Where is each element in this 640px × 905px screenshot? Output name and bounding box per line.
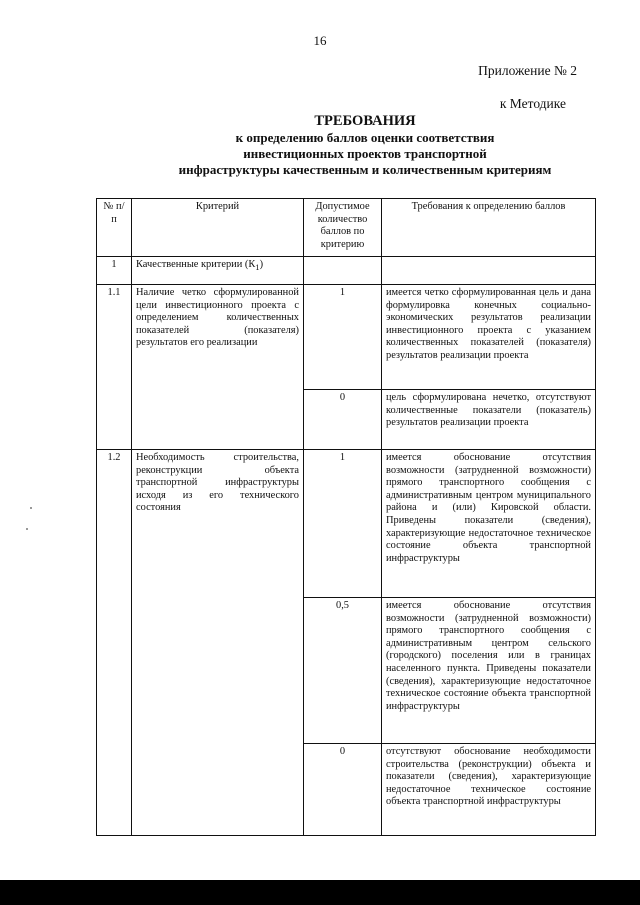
row-criterion: Необходимость строительства, реконструкции объекта транспортной инфраструктуры исходя из его технического состояния — [132, 450, 304, 836]
option-points: 1 — [304, 285, 382, 390]
option-points: 0 — [304, 744, 382, 836]
scan-edge-bar — [0, 880, 640, 905]
row-criterion: Наличие четко сформулированной цели инвестиционного проекта с определением количественных показателей (показателя) результатов его реализации — [132, 285, 304, 450]
section-title-close: ) — [259, 259, 264, 270]
page-number: 16 — [313, 33, 327, 48]
methodology-reference: к Методике — [499, 96, 566, 111]
row-num: 1.2 — [97, 450, 132, 836]
header-requirements: Требования к определению баллов — [382, 199, 596, 257]
table-row — [97, 285, 596, 390]
title-line-2: инвестиционных проектов транспортной — [243, 146, 487, 161]
section-row — [97, 257, 596, 285]
option-text: отсутствуют обоснование необходимости строительства (реконструкции) объекта и показатели (сведения), характеризующие недостаточное техническое состояние объекта транспортной инфраструктуры — [382, 744, 596, 836]
header-num: № п/п — [97, 199, 132, 257]
option-text: имеется обоснование отсутствия возможности (затрудненной возможности) прямого транспортного сообщения с административным центром муниципального района и (или) Кировской области. Приведены показатели (сведения), характеризующие недостаточное техническое состояние объекта транспортной инфраструктуры — [382, 450, 596, 598]
section-title — [132, 257, 304, 285]
header-points: Допустимое количество баллов по критерию — [304, 199, 382, 257]
section-title-text: Качественные критерии (К — [136, 259, 256, 270]
option-points: 0,5 — [304, 598, 382, 744]
scan-speck — [30, 507, 32, 509]
table-header-row — [97, 199, 596, 257]
title-line-1: к определению баллов оценки соответствия — [235, 130, 495, 145]
section-points — [304, 257, 382, 285]
title-line-3: инфраструктуры качественным и количественным критериям — [178, 162, 552, 177]
table-row — [97, 450, 596, 598]
title-main: ТРЕБОВАНИЯ — [314, 113, 416, 129]
requirements-table — [96, 198, 596, 836]
header-criterion: Критерий — [132, 199, 304, 257]
option-points: 0 — [304, 390, 382, 450]
option-text: имеется четко сформулированная цель и дана формулировка конечных социально-экономических результатов реализации инвестиционного проекта с указанием количественных показателей (показателя) результатов реализации проекта — [382, 285, 596, 390]
row-num: 1.1 — [97, 285, 132, 450]
section-requirements — [382, 257, 596, 285]
section-num: 1 — [97, 257, 132, 285]
appendix-label: Приложение № 2 — [478, 63, 577, 78]
option-points: 1 — [304, 450, 382, 598]
document-title — [130, 113, 600, 178]
option-text: имеется обоснование отсутствия возможности (затрудненной возможности) прямого транспортного сообщения с административным центром сельского (городского) поселения или в границах населенного пункта. Приведены показатели (сведения), характеризующие недостаточное техническое состояние объекта транспортной инфраструктуры — [382, 598, 596, 744]
section-title-subscript: 1 — [255, 262, 260, 273]
scan-speck — [26, 528, 28, 530]
option-text: цель сформулирована нечетко, отсутствуют количественные показатели (показатель) результатов реализации проекта — [382, 390, 596, 450]
